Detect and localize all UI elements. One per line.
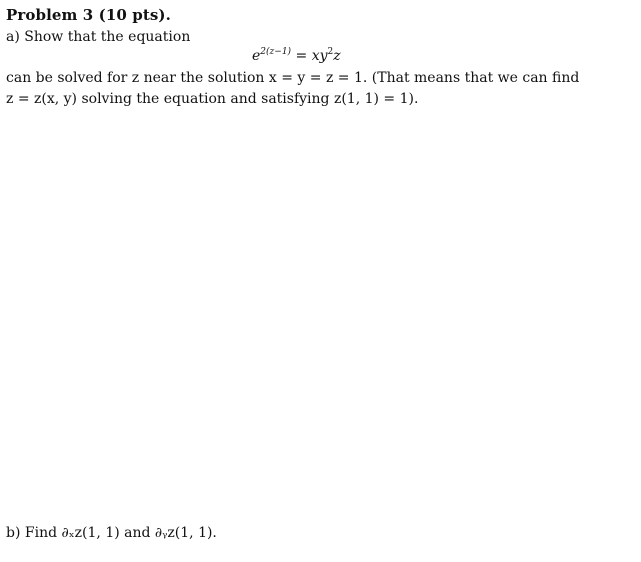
equation <box>252 48 341 64</box>
equation-exponent: 2(z−1) <box>260 47 292 57</box>
equation-base: e <box>252 48 261 64</box>
part-a-line-2: z = z(x, y) solving the equation and satisfying z(1, 1) = 1). <box>6 91 419 107</box>
part-b-text: b) Find ∂ₓz(1, 1) and ∂ᵧz(1, 1). <box>6 525 217 541</box>
equation-rhs-tail: z <box>333 48 341 64</box>
equation-rhs-sup: 2 <box>327 47 334 57</box>
equation-rhs: = xy <box>295 48 328 64</box>
part-a-line-1: can be solved for z near the solution x = y = z = 1. (That means that we can find <box>6 70 580 86</box>
problem-title: Problem 3 (10 pts). <box>6 6 171 24</box>
part-a-intro: a) Show that the equation <box>6 29 191 45</box>
